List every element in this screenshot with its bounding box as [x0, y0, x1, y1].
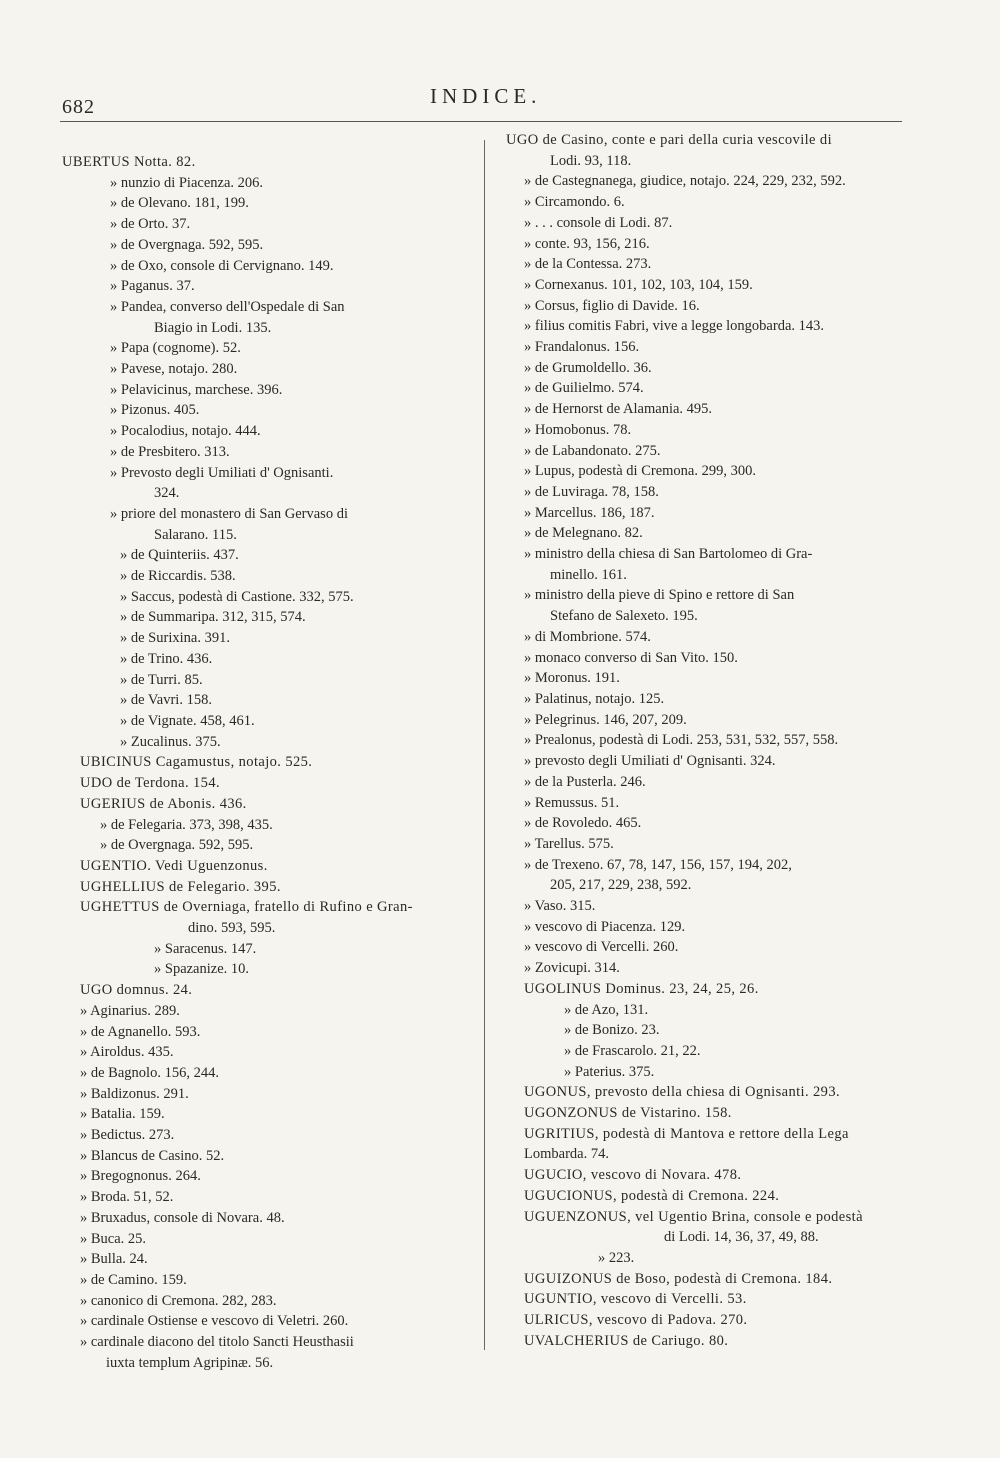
- index-entry: » de Vignate. 458, 461.: [120, 712, 255, 729]
- index-entry: » Buca. 25.: [80, 1230, 147, 1247]
- index-entry: » Aginarius. 289.: [80, 1002, 180, 1019]
- index-entry: » de Rovoledo. 465.: [524, 815, 642, 832]
- index-entry: UGO domnus. 24.: [80, 982, 193, 999]
- index-entry: » de Guilielmo. 574.: [524, 380, 644, 397]
- index-entry: » de Turri. 85.: [120, 671, 203, 688]
- index-entry: » monaco converso di San Vito. 150.: [524, 649, 738, 666]
- index-entry: » Corsus, figlio di Davide. 16.: [524, 297, 700, 314]
- index-entry: » 223.: [598, 1249, 635, 1266]
- index-entry: » Prevosto degli Umiliati d' Ognisanti.: [110, 464, 334, 481]
- index-entry: » Airoldus. 435.: [80, 1044, 174, 1061]
- index-entry: dino. 593, 595.: [188, 920, 276, 937]
- index-entry: » ministro della chiesa di San Bartolomeo di Gra-: [524, 546, 813, 563]
- index-entry: UGONZONUS de Vistarino. 158.: [524, 1105, 732, 1122]
- index-entry: » di Mombrione. 574.: [524, 628, 651, 645]
- index-entry: Stefano de Salexeto. 195.: [550, 608, 698, 625]
- index-entry: » de Trino. 436.: [120, 650, 213, 667]
- index-entry: » de Olevano. 181, 199.: [110, 195, 249, 212]
- index-entry: » Batalia. 159.: [80, 1106, 165, 1123]
- index-entry: » Papa (cognome). 52.: [110, 340, 241, 357]
- index-entry: » nunzio di Piacenza. 206.: [110, 174, 264, 191]
- index-entry: » Vaso. 315.: [524, 898, 596, 915]
- index-entry: 324.: [154, 485, 180, 502]
- index-entry: » Bedictus. 273.: [80, 1127, 175, 1144]
- index-entry: UGUIZONUS de Boso, podestà di Cremona. 184.: [524, 1270, 833, 1287]
- index-entry: » Pelavicinus, marchese. 396.: [110, 381, 283, 398]
- index-entry: » de Surixina. 391.: [120, 630, 230, 647]
- index-entry: » de Azo, 131.: [564, 1001, 649, 1018]
- index-entry: » de la Pusterla. 246.: [524, 773, 646, 790]
- index-entry: » . . . console di Lodi. 87.: [524, 214, 673, 231]
- index-entry: » Pandea, converso dell'Ospedale di San: [110, 298, 345, 315]
- index-entry: » Paterius. 375.: [564, 1063, 655, 1080]
- index-entry: » Pelegrinus. 146, 207, 209.: [524, 711, 687, 728]
- index-entry: » Paganus. 37.: [110, 278, 195, 295]
- index-entry: » Bregognonus. 264.: [80, 1168, 201, 1185]
- index-entry: » de Summaripa. 312, 315, 574.: [120, 609, 306, 626]
- index-entry: » Blancus de Casino. 52.: [80, 1147, 225, 1164]
- index-entry: » de Riccardis. 538.: [120, 568, 236, 585]
- index-entry: UGRITIUS, podestà di Mantova e rettore della Lega: [524, 1125, 849, 1142]
- index-entry: » cardinale diacono del titolo Sancti Heusthasii: [80, 1334, 354, 1351]
- index-entry: » de Quinteriis. 437.: [120, 547, 239, 564]
- index-entry: » de Camino. 159.: [80, 1271, 187, 1288]
- index-entry: UBERTUS Notta. 82.: [62, 154, 196, 170]
- index-entry: UGERIUS de Abonis. 436.: [80, 795, 247, 812]
- index-entry: » Bruxadus, console di Novara. 48.: [80, 1209, 285, 1226]
- index-entry: 205, 217, 229, 238, 592.: [550, 877, 692, 894]
- index-entry: » de Presbitero. 313.: [110, 443, 230, 460]
- index-entry: » de Overgnaga. 592, 595.: [110, 236, 264, 253]
- index-entry: » Broda. 51, 52.: [80, 1189, 174, 1206]
- index-entry: » Prealonus, podestà di Lodi. 253, 531, 532, 557, 558.: [524, 732, 839, 749]
- index-entry: » Moronus. 191.: [524, 670, 620, 687]
- index-entry: UGONUS, prevosto della chiesa di Ognisanti. 293.: [524, 1084, 841, 1101]
- index-entry: » Palatinus, notajo. 125.: [524, 690, 665, 707]
- index-entry: » de Bagnolo. 156, 244.: [80, 1064, 219, 1081]
- index-entry: » Bulla. 24.: [80, 1251, 148, 1268]
- page-title: INDICE.: [430, 84, 542, 108]
- left-column: [62, 152, 474, 1373]
- index-entry: » de Hernorst de Alamania. 495.: [524, 401, 713, 418]
- index-entry: » Saracenus. 147.: [154, 940, 257, 957]
- index-entry: » Zovicupi. 314.: [524, 960, 620, 977]
- index-entry: » prevosto degli Umiliati d' Ognisanti. 324.: [524, 753, 776, 770]
- index-entry: » Saccus, podestà di Castione. 332, 575.: [120, 588, 354, 605]
- index-entry: » cardinale Ostiense e vescovo di Veletri. 260.: [80, 1313, 349, 1330]
- index-entry: » ministro della pieve di Spino e rettore di San: [524, 587, 795, 604]
- index-entry: » Pavese, notajo. 280.: [110, 361, 238, 378]
- index-entry: Lombarda. 74.: [524, 1146, 609, 1163]
- index-entry: » vescovo di Vercelli. 260.: [524, 939, 679, 956]
- index-entry: UVALCHERIUS de Cariugo. 80.: [524, 1332, 729, 1349]
- index-entry: minello. 161.: [550, 566, 627, 583]
- index-entry: » priore del monastero di San Gervaso di: [110, 505, 348, 522]
- index-entry: di Lodi. 14, 36, 37, 49, 88.: [664, 1229, 819, 1246]
- index-entry: » Frandalonus. 156.: [524, 339, 640, 356]
- index-entry: » de Bonizo. 23.: [564, 1022, 660, 1039]
- index-entry: UGUENZONUS, vel Ugentio Brina, console e podestà: [524, 1208, 863, 1225]
- index-entry: » Marcellus. 186, 187.: [524, 504, 655, 521]
- index-entry: » conte. 93, 156, 216.: [524, 235, 650, 252]
- index-entry: UGUCIO, vescovo di Novara. 478.: [524, 1167, 742, 1184]
- index-entry: » filius comitis Fabri, vive a legge longobarda. 143.: [524, 318, 825, 335]
- index-entry: » canonico di Cremona. 282, 283.: [80, 1292, 277, 1309]
- index-entry: » vescovo di Piacenza. 129.: [524, 918, 686, 935]
- right-column: [506, 130, 916, 1351]
- index-entry: » de Vavri. 158.: [120, 692, 212, 709]
- index-entry: » de Castegnanega, giudice, notajo. 224, 229, 232, 592.: [524, 173, 846, 190]
- index-entry: » Tarellus. 575.: [524, 835, 614, 852]
- index-entry: » de Frascarolo. 21, 22.: [564, 1042, 701, 1059]
- index-entry: » de Orto. 37.: [110, 216, 191, 233]
- index-entry: » Spazanize. 10.: [154, 961, 250, 978]
- index-entry: UGUNTIO, vescovo di Vercelli. 53.: [524, 1291, 747, 1308]
- index-entry: iuxta templum Agripinæ. 56.: [106, 1354, 274, 1371]
- index-entry: UGHETTUS de Overniaga, fratello di Rufino e Gran-: [80, 899, 413, 916]
- index-entry: » de Luviraga. 78, 158.: [524, 483, 659, 500]
- column-divider: [484, 140, 485, 1350]
- index-entry: » de Trexeno. 67, 78, 147, 156, 157, 194, 202,: [524, 856, 792, 873]
- index-entry: » Baldizonus. 291.: [80, 1085, 189, 1102]
- index-entry: » Zucalinus. 375.: [120, 733, 221, 750]
- index-entry: UGOLINUS Dominus. 23, 24, 25, 26.: [524, 980, 759, 997]
- index-entry: UGHELLIUS de Felegario. 395.: [80, 878, 281, 895]
- index-entry: » de Labandonato. 275.: [524, 442, 661, 459]
- index-entry: » de Overgnaga. 592, 595.: [100, 837, 254, 854]
- index-entry: UGO de Casino, conte e pari della curia vescovile di: [506, 132, 833, 148]
- index-entry: UDO de Terdona. 154.: [80, 775, 221, 792]
- index-entry: » Lupus, podestà di Cremona. 299, 300.: [524, 463, 756, 480]
- index-entry: » Remussus. 51.: [524, 794, 620, 811]
- index-entry: » Homobonus. 78.: [524, 421, 632, 438]
- index-entry: Biagio in Lodi. 135.: [154, 319, 272, 336]
- index-entry: » de Felegaria. 373, 398, 435.: [100, 816, 273, 833]
- index-entry: » Pizonus. 405.: [110, 402, 200, 419]
- index-entry: UGUCIONUS, podestà di Cremona. 224.: [524, 1187, 780, 1204]
- header-rule: [60, 121, 902, 122]
- index-entry: » Cornexanus. 101, 102, 103, 104, 159.: [524, 276, 753, 293]
- page-number: 682: [62, 96, 95, 118]
- index-entry: ULRICUS, vescovo di Padova. 270.: [524, 1312, 748, 1329]
- index-entry: UBICINUS Cagamustus, notajo. 525.: [80, 754, 313, 771]
- index-entry: » de Agnanello. 593.: [80, 1023, 201, 1040]
- index-entry: » de Melegnano. 82.: [524, 525, 643, 542]
- index-entry: Lodi. 93, 118.: [550, 152, 632, 169]
- index-entry: » Circamondo. 6.: [524, 194, 625, 211]
- index-entry: UGENTIO. Vedi Uguenzonus.: [80, 857, 268, 874]
- index-entry: » Pocalodius, notajo. 444.: [110, 423, 261, 440]
- index-entry: » de Grumoldello. 36.: [524, 359, 652, 376]
- index-entry: Salarano. 115.: [154, 526, 237, 543]
- index-entry: » de Oxo, console di Cervignano. 149.: [110, 257, 334, 274]
- index-entry: » de la Contessa. 273.: [524, 256, 652, 273]
